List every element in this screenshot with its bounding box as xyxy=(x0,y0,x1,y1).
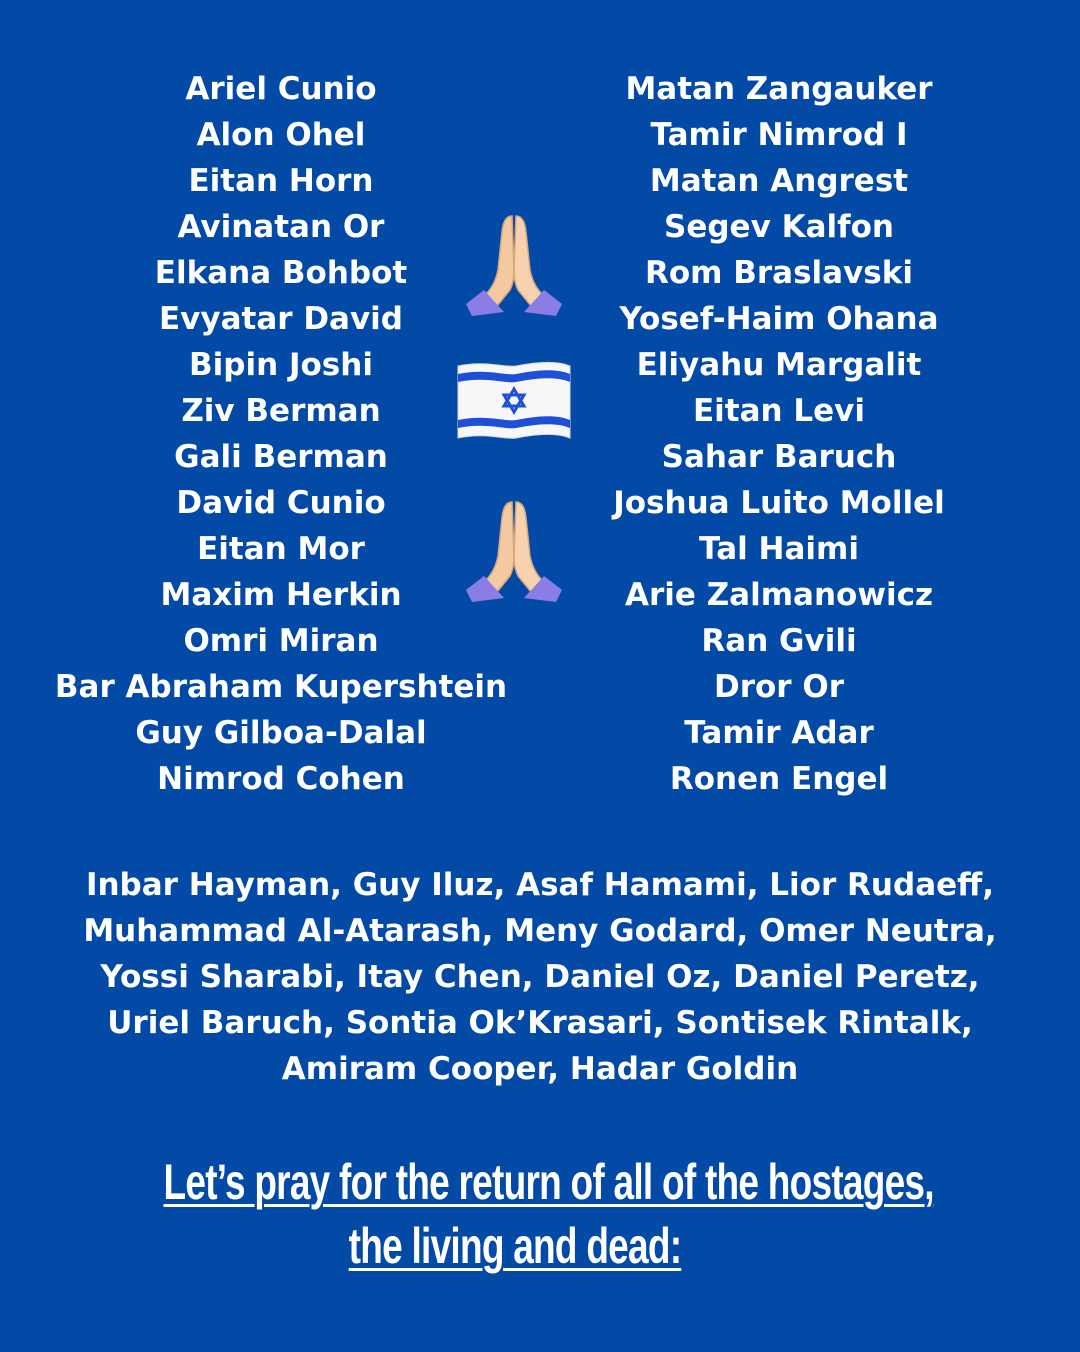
name-item: Ronen Engel xyxy=(669,761,889,797)
additional-names-line: Yossi Sharabi, Itay Chen, Daniel Oz, Daniel Peretz, xyxy=(100,959,980,995)
name-item: Matan Zangauker xyxy=(625,71,933,107)
prayer-line: the living and dead: xyxy=(348,1218,682,1274)
name-item: Evyatar David xyxy=(158,301,403,337)
name-item: Eliyahu Margalit xyxy=(636,347,922,383)
prayer-line: Let’s pray for the return of all of the hostages, xyxy=(163,1154,934,1210)
name-item: Eitan Levi xyxy=(692,393,865,429)
name-item: Gali Berman xyxy=(174,439,388,475)
name-item: David Cunio xyxy=(176,485,386,521)
name-item: Nimrod Cohen xyxy=(157,761,405,797)
name-item: Rom Braslavski xyxy=(645,255,913,291)
name-item: Eitan Horn xyxy=(188,163,374,199)
additional-names-line: Muhammad Al-Atarash, Meny Godard, Omer Neutra, xyxy=(83,913,997,949)
name-item: Sahar Baruch xyxy=(661,439,897,475)
name-item: Arie Zalmanowicz xyxy=(624,577,934,613)
name-item: Ran Gvili xyxy=(701,623,857,659)
name-item: Omri Miran xyxy=(183,623,379,659)
name-item: Joshua Luito Mollel xyxy=(613,485,945,521)
name-item: Avinatan Or xyxy=(177,209,385,245)
additional-names-line: Inbar Hayman, Guy Iluz, Asaf Hamami, Lior Rudaeff, xyxy=(85,867,995,903)
name-item: Segev Kalfon xyxy=(664,209,894,245)
name-item: Dror Or xyxy=(713,669,845,705)
name-item: Bar Abraham Kupershtein xyxy=(54,669,508,705)
prayer-heading xyxy=(40,1150,990,1278)
name-item: Tal Haimi xyxy=(699,531,859,567)
name-item: Tamir Adar xyxy=(684,715,874,751)
name-item: Ariel Cunio xyxy=(185,71,377,107)
name-item: Yosef-Haim Ohana xyxy=(619,301,939,337)
name-item: Guy Gilboa-Dalal xyxy=(135,715,427,751)
name-item: Bipin Joshi xyxy=(189,347,373,383)
additional-names xyxy=(40,862,1040,1092)
name-item: Tamir Nimrod I xyxy=(650,117,908,153)
right-names-list xyxy=(540,66,1018,802)
name-item: Ziv Berman xyxy=(181,393,381,429)
name-item: Elkana Bohbot xyxy=(154,255,408,291)
additional-names-line: Amiram Cooper, Hadar Goldin xyxy=(281,1051,799,1087)
left-names-list xyxy=(40,66,522,802)
name-item: Maxim Herkin xyxy=(160,577,402,613)
name-item: Eitan Mor xyxy=(197,531,365,567)
additional-names-line: Uriel Baruch, Sontia Ok’Krasari, Sontisek Rintalk, xyxy=(107,1005,973,1041)
name-item: Alon Ohel xyxy=(196,117,366,153)
name-item: Matan Angrest xyxy=(649,163,909,199)
